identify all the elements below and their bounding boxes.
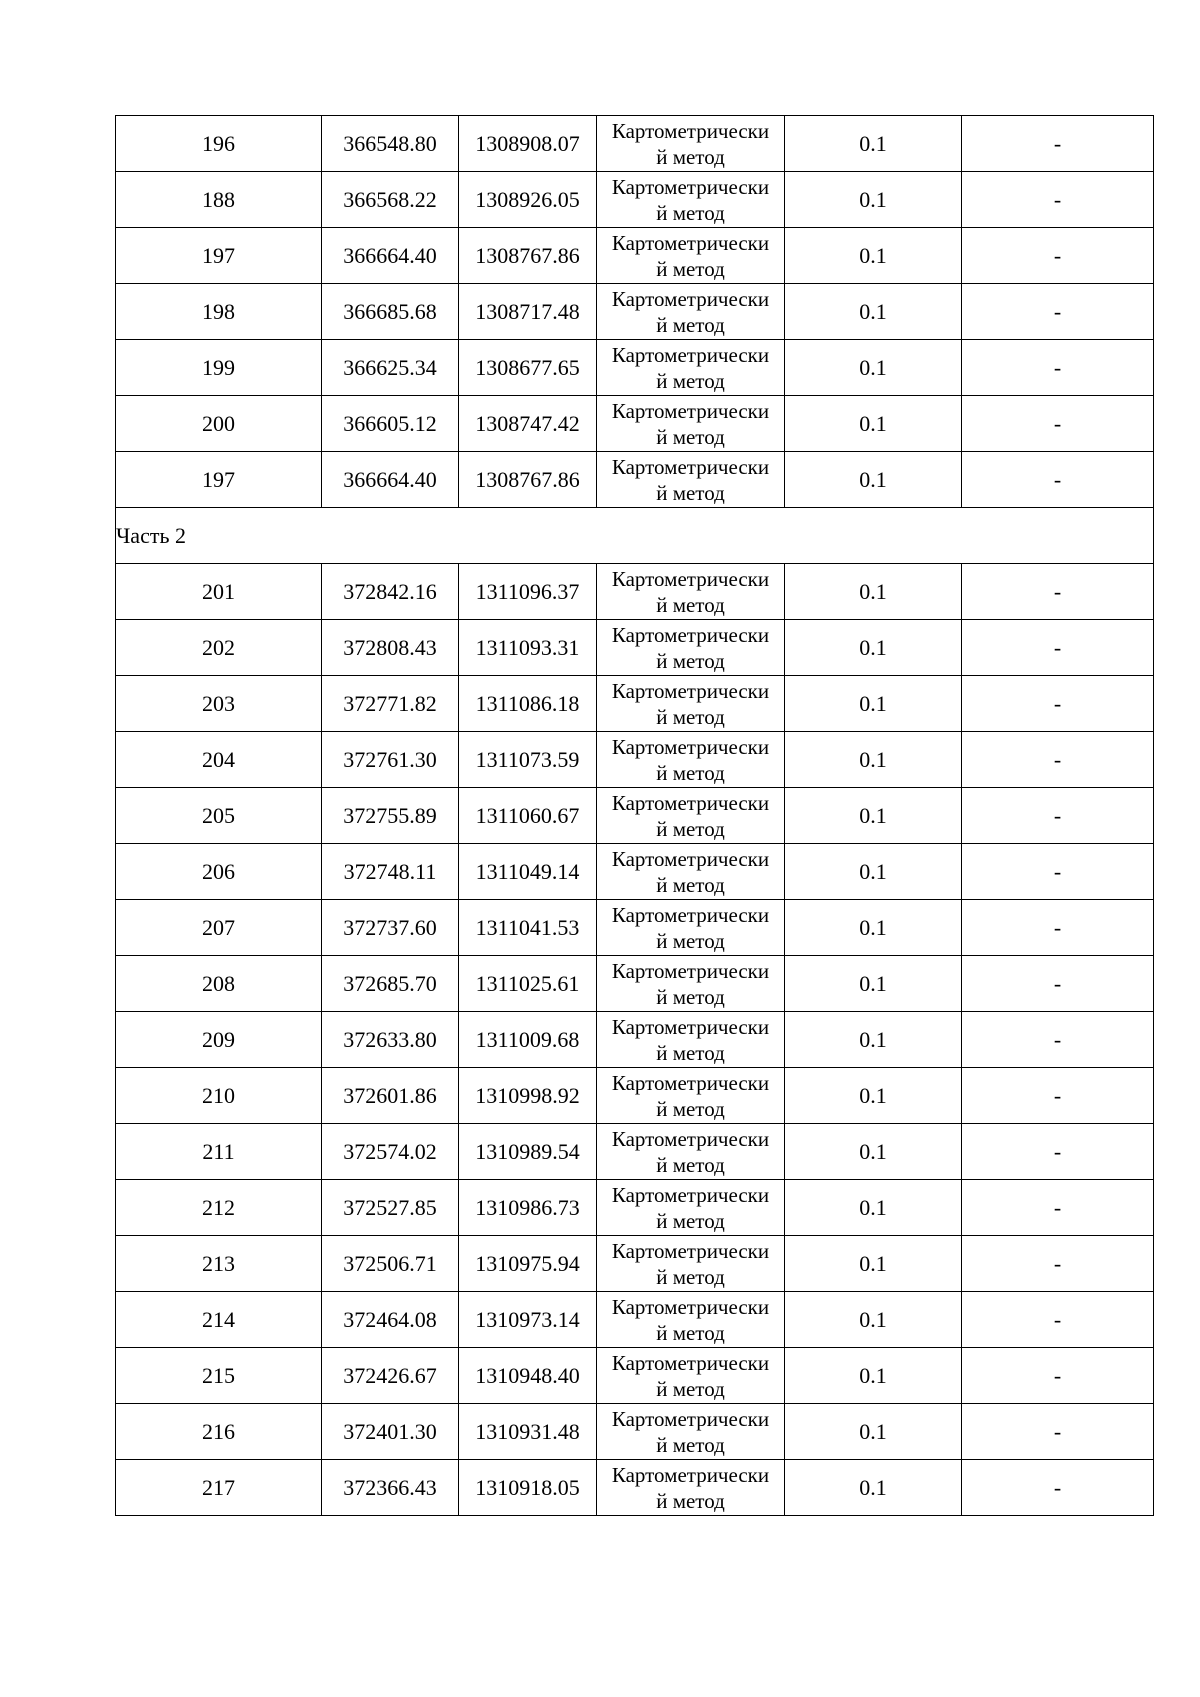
x-coordinate-cell: 366568.22 — [322, 172, 459, 228]
accuracy-cell: 0.1 — [785, 1404, 962, 1460]
x-coordinate-cell: 372464.08 — [322, 1292, 459, 1348]
y-coordinate-cell: 1311073.59 — [459, 732, 597, 788]
x-coordinate-cell: 372761.30 — [322, 732, 459, 788]
y-coordinate-cell: 1310998.92 — [459, 1068, 597, 1124]
note-cell: - — [962, 900, 1154, 956]
table-row — [116, 1012, 1154, 1068]
table-row — [116, 900, 1154, 956]
y-coordinate-cell: 1311060.67 — [459, 788, 597, 844]
point-number-cell: 213 — [116, 1236, 322, 1292]
x-coordinate-cell: 366548.80 — [322, 116, 459, 172]
method-cell: Картометрически й метод — [597, 1124, 785, 1180]
y-coordinate-cell: 1310931.48 — [459, 1404, 597, 1460]
point-number-cell: 209 — [116, 1012, 322, 1068]
table-row — [116, 172, 1154, 228]
note-cell: - — [962, 396, 1154, 452]
point-number-cell: 207 — [116, 900, 322, 956]
note-cell: - — [962, 1404, 1154, 1460]
note-cell: - — [962, 788, 1154, 844]
x-coordinate-cell: 372842.16 — [322, 564, 459, 620]
point-number-cell: 216 — [116, 1404, 322, 1460]
accuracy-cell: 0.1 — [785, 788, 962, 844]
method-cell: Картометрически й метод — [597, 396, 785, 452]
y-coordinate-cell: 1310989.54 — [459, 1124, 597, 1180]
point-number-cell: 197 — [116, 452, 322, 508]
y-coordinate-cell: 1308767.86 — [459, 228, 597, 284]
note-cell: - — [962, 1068, 1154, 1124]
table-row — [116, 1236, 1154, 1292]
method-cell: Картометрически й метод — [597, 1012, 785, 1068]
accuracy-cell: 0.1 — [785, 1460, 962, 1516]
y-coordinate-cell: 1311093.31 — [459, 620, 597, 676]
method-cell: Картометрически й метод — [597, 620, 785, 676]
x-coordinate-cell: 372401.30 — [322, 1404, 459, 1460]
note-cell: - — [962, 620, 1154, 676]
note-cell: - — [962, 956, 1154, 1012]
table-row — [116, 788, 1154, 844]
table-row — [116, 116, 1154, 172]
method-cell: Картометрически й метод — [597, 956, 785, 1012]
accuracy-cell: 0.1 — [785, 172, 962, 228]
note-cell: - — [962, 452, 1154, 508]
accuracy-cell: 0.1 — [785, 620, 962, 676]
point-number-cell: 196 — [116, 116, 322, 172]
x-coordinate-cell: 372748.11 — [322, 844, 459, 900]
accuracy-cell: 0.1 — [785, 1068, 962, 1124]
table-row — [116, 340, 1154, 396]
accuracy-cell: 0.1 — [785, 1348, 962, 1404]
note-cell: - — [962, 116, 1154, 172]
x-coordinate-cell: 372737.60 — [322, 900, 459, 956]
note-cell: - — [962, 1460, 1154, 1516]
y-coordinate-cell: 1308908.07 — [459, 116, 597, 172]
x-coordinate-cell: 366605.12 — [322, 396, 459, 452]
x-coordinate-cell: 372527.85 — [322, 1180, 459, 1236]
accuracy-cell: 0.1 — [785, 1012, 962, 1068]
accuracy-cell: 0.1 — [785, 1124, 962, 1180]
method-cell: Картометрически й метод — [597, 1404, 785, 1460]
y-coordinate-cell: 1311009.68 — [459, 1012, 597, 1068]
point-number-cell: 198 — [116, 284, 322, 340]
x-coordinate-cell: 366664.40 — [322, 452, 459, 508]
point-number-cell: 212 — [116, 1180, 322, 1236]
method-cell: Картометрически й метод — [597, 1180, 785, 1236]
point-number-cell: 210 — [116, 1068, 322, 1124]
point-number-cell: 202 — [116, 620, 322, 676]
method-cell: Картометрически й метод — [597, 1236, 785, 1292]
section-header-row — [116, 508, 1154, 564]
y-coordinate-cell: 1311096.37 — [459, 564, 597, 620]
accuracy-cell: 0.1 — [785, 396, 962, 452]
table-row — [116, 1404, 1154, 1460]
table-row — [116, 1124, 1154, 1180]
note-cell: - — [962, 228, 1154, 284]
accuracy-cell: 0.1 — [785, 228, 962, 284]
y-coordinate-cell: 1310918.05 — [459, 1460, 597, 1516]
accuracy-cell: 0.1 — [785, 284, 962, 340]
note-cell: - — [962, 340, 1154, 396]
method-cell: Картометрически й метод — [597, 732, 785, 788]
x-coordinate-cell: 372426.67 — [322, 1348, 459, 1404]
table-row — [116, 396, 1154, 452]
table-row — [116, 620, 1154, 676]
accuracy-cell: 0.1 — [785, 900, 962, 956]
note-cell: - — [962, 1124, 1154, 1180]
note-cell: - — [962, 1348, 1154, 1404]
method-cell: Картометрически й метод — [597, 1348, 785, 1404]
table-row — [116, 1068, 1154, 1124]
note-cell: - — [962, 676, 1154, 732]
x-coordinate-cell: 372506.71 — [322, 1236, 459, 1292]
table-row — [116, 284, 1154, 340]
accuracy-cell: 0.1 — [785, 1180, 962, 1236]
note-cell: - — [962, 284, 1154, 340]
y-coordinate-cell: 1311049.14 — [459, 844, 597, 900]
x-coordinate-cell: 372574.02 — [322, 1124, 459, 1180]
accuracy-cell: 0.1 — [785, 732, 962, 788]
x-coordinate-cell: 372771.82 — [322, 676, 459, 732]
x-coordinate-cell: 372755.89 — [322, 788, 459, 844]
point-number-cell: 197 — [116, 228, 322, 284]
table-row — [116, 1460, 1154, 1516]
method-cell: Картометрически й метод — [597, 228, 785, 284]
table-row — [116, 1292, 1154, 1348]
note-cell: - — [962, 172, 1154, 228]
y-coordinate-cell: 1308747.42 — [459, 396, 597, 452]
accuracy-cell: 0.1 — [785, 676, 962, 732]
accuracy-cell: 0.1 — [785, 844, 962, 900]
y-coordinate-cell: 1310973.14 — [459, 1292, 597, 1348]
x-coordinate-cell: 372685.70 — [322, 956, 459, 1012]
table-row — [116, 564, 1154, 620]
accuracy-cell: 0.1 — [785, 1292, 962, 1348]
method-cell: Картометрически й метод — [597, 340, 785, 396]
method-cell: Картометрически й метод — [597, 676, 785, 732]
method-cell: Картометрически й метод — [597, 844, 785, 900]
y-coordinate-cell: 1308767.86 — [459, 452, 597, 508]
method-cell: Картометрически й метод — [597, 1068, 785, 1124]
point-number-cell: 200 — [116, 396, 322, 452]
accuracy-cell: 0.1 — [785, 340, 962, 396]
y-coordinate-cell: 1308717.48 — [459, 284, 597, 340]
method-cell: Картометрически й метод — [597, 116, 785, 172]
table-row — [116, 956, 1154, 1012]
point-number-cell: 201 — [116, 564, 322, 620]
point-number-cell: 214 — [116, 1292, 322, 1348]
y-coordinate-cell: 1310975.94 — [459, 1236, 597, 1292]
point-number-cell: 206 — [116, 844, 322, 900]
accuracy-cell: 0.1 — [785, 564, 962, 620]
coordinates-table — [115, 115, 1154, 1516]
point-number-cell: 217 — [116, 1460, 322, 1516]
point-number-cell: 205 — [116, 788, 322, 844]
x-coordinate-cell: 366664.40 — [322, 228, 459, 284]
method-cell: Картометрически й метод — [597, 1292, 785, 1348]
table-row — [116, 676, 1154, 732]
accuracy-cell: 0.1 — [785, 116, 962, 172]
method-cell: Картометрически й метод — [597, 172, 785, 228]
x-coordinate-cell: 372601.86 — [322, 1068, 459, 1124]
accuracy-cell: 0.1 — [785, 1236, 962, 1292]
table-row — [116, 452, 1154, 508]
point-number-cell: 203 — [116, 676, 322, 732]
y-coordinate-cell: 1311041.53 — [459, 900, 597, 956]
method-cell: Картометрически й метод — [597, 452, 785, 508]
y-coordinate-cell: 1308926.05 — [459, 172, 597, 228]
note-cell: - — [962, 1292, 1154, 1348]
method-cell: Картометрически й метод — [597, 900, 785, 956]
method-cell: Картометрически й метод — [597, 564, 785, 620]
note-cell: - — [962, 1236, 1154, 1292]
point-number-cell: 208 — [116, 956, 322, 1012]
y-coordinate-cell: 1310948.40 — [459, 1348, 597, 1404]
x-coordinate-cell: 372366.43 — [322, 1460, 459, 1516]
y-coordinate-cell: 1311025.61 — [459, 956, 597, 1012]
table-row — [116, 844, 1154, 900]
method-cell: Картометрически й метод — [597, 788, 785, 844]
table-row — [116, 1348, 1154, 1404]
section-label: Часть 2 — [116, 508, 1154, 564]
point-number-cell: 199 — [116, 340, 322, 396]
accuracy-cell: 0.1 — [785, 452, 962, 508]
point-number-cell: 204 — [116, 732, 322, 788]
y-coordinate-cell: 1311086.18 — [459, 676, 597, 732]
accuracy-cell: 0.1 — [785, 956, 962, 1012]
note-cell: - — [962, 1012, 1154, 1068]
note-cell: - — [962, 732, 1154, 788]
note-cell: - — [962, 564, 1154, 620]
point-number-cell: 211 — [116, 1124, 322, 1180]
method-cell: Картометрически й метод — [597, 284, 785, 340]
table-row — [116, 1180, 1154, 1236]
method-cell: Картометрически й метод — [597, 1460, 785, 1516]
y-coordinate-cell: 1308677.65 — [459, 340, 597, 396]
table-row — [116, 228, 1154, 284]
x-coordinate-cell: 372808.43 — [322, 620, 459, 676]
point-number-cell: 215 — [116, 1348, 322, 1404]
table-row — [116, 732, 1154, 788]
point-number-cell: 188 — [116, 172, 322, 228]
x-coordinate-cell: 366685.68 — [322, 284, 459, 340]
x-coordinate-cell: 366625.34 — [322, 340, 459, 396]
x-coordinate-cell: 372633.80 — [322, 1012, 459, 1068]
note-cell: - — [962, 1180, 1154, 1236]
y-coordinate-cell: 1310986.73 — [459, 1180, 597, 1236]
coordinates-table-body — [116, 116, 1154, 1516]
note-cell: - — [962, 844, 1154, 900]
